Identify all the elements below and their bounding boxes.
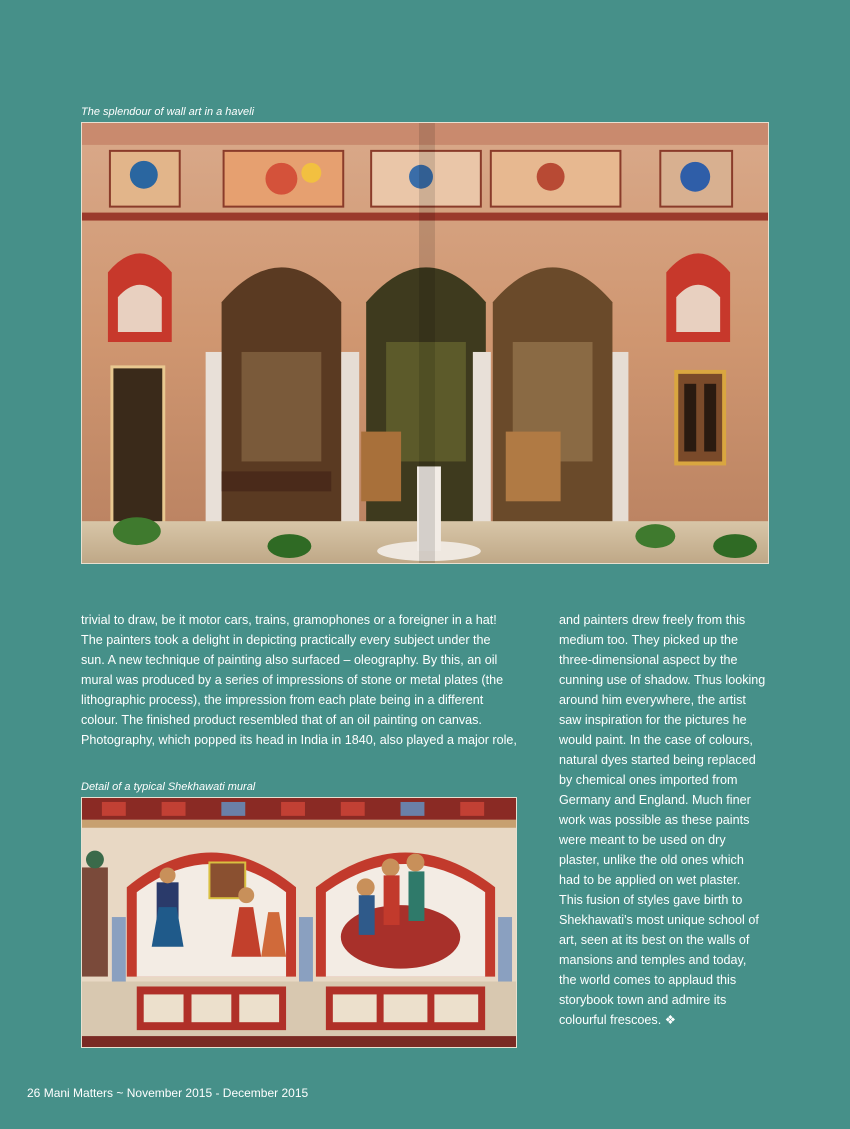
body-line: Shekhawati's most unique school of <box>559 913 759 927</box>
page-footer <box>27 1086 308 1100</box>
body-line: Photography, which popped its head in India in 1840, also played a major role, <box>81 733 517 747</box>
body-line: around him everywhere, the artist <box>559 693 746 707</box>
body-line: saw inspiration for the pictures he <box>559 713 747 727</box>
publication-name-and-date: Mani Matters ~ November 2015 - December 2015 <box>43 1086 309 1100</box>
body-line: had to be applied on wet plaster. <box>559 873 741 887</box>
body-line: three-dimensional aspect by the <box>559 653 738 667</box>
body-line: and painters drew freely from this <box>559 613 746 627</box>
body-line: work was possible as these paints <box>559 813 750 827</box>
body-line: Germany and England. Much finer <box>559 793 751 807</box>
body-line: art, seen at its best on the walls of <box>559 933 750 947</box>
body-line: lithographic process), the impression from each plate being in a different <box>81 693 484 707</box>
body-line: sun. A new technique of painting also surfaced – oleography. By this, an oil <box>81 653 498 667</box>
mural-photo-caption: Detail of a typical Shekhawati mural <box>81 781 256 793</box>
body-line: colourful frescoes. ❖ <box>559 1013 676 1027</box>
body-line: the world comes to applaud this <box>559 973 737 987</box>
page-number: 26 <box>27 1086 41 1100</box>
body-line: natural dyes started being replaced <box>559 753 756 767</box>
body-line: colour. The finished product resembled that of an oil painting on canvas. <box>81 713 482 727</box>
body-line: trivial to draw, be it motor cars, trains, gramophones or a foreigner in a hat! <box>81 613 497 627</box>
body-line: were meant to be used on dry <box>559 833 726 847</box>
shekhawati-mural-photo <box>81 797 517 1048</box>
body-line: would paint. In the case of colours, <box>559 733 753 747</box>
body-text-left-column <box>81 610 517 750</box>
body-line: storybook town and admire its <box>559 993 727 1007</box>
body-line: The painters took a delight in depicting practically every subject under the <box>81 633 491 647</box>
haveli-wall-art-photo <box>81 122 769 564</box>
body-line: mansions and temples and today, <box>559 953 747 967</box>
body-text-right-column <box>559 610 765 1030</box>
body-line: cunning use of shadow. Thus looking <box>559 673 766 687</box>
body-line: by chemical ones imported from <box>559 773 738 787</box>
body-line: mural was produced by a series of impressions of stone or metal plates (the <box>81 673 504 687</box>
body-line: This fusion of styles gave birth to <box>559 893 743 907</box>
body-line: plaster, unlike the old ones which <box>559 853 744 867</box>
body-line: medium too. They picked up the <box>559 633 738 647</box>
haveli-photo-caption: The splendour of wall art in a haveli <box>81 106 255 118</box>
